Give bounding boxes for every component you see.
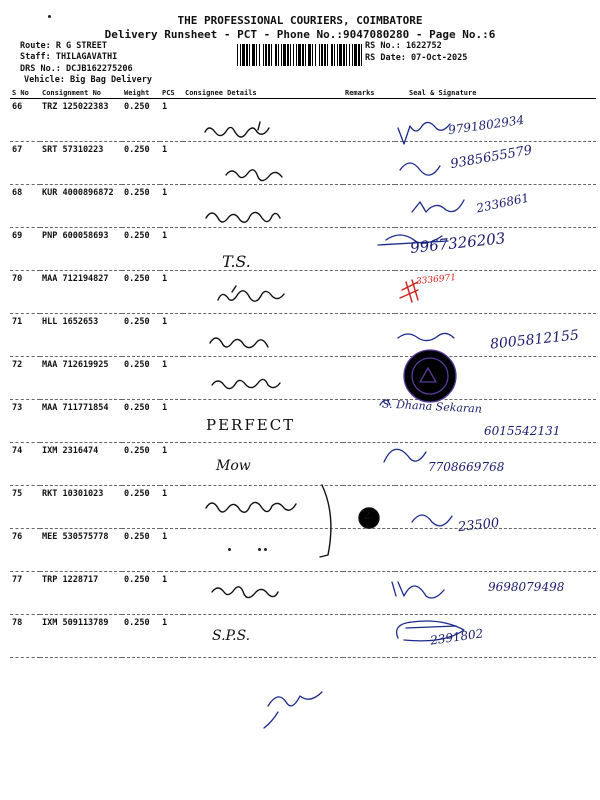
row-consignment: MEE 530575778 — [40, 529, 122, 572]
row-consignment: TRP 1228717 — [40, 572, 122, 615]
row-pcs: 1 — [160, 615, 183, 658]
consignee-78-text: S.P.S. — [212, 628, 251, 644]
signature-67 — [400, 163, 440, 175]
stamp-72 — [404, 350, 456, 402]
signature-66 — [398, 122, 450, 144]
bracket-note: 2 — [363, 508, 371, 522]
row-weight: 0.250 — [122, 271, 160, 314]
vehicle-label: Vehicle: Big Bag Delivery — [24, 75, 152, 85]
row-sno: 66 — [10, 99, 40, 142]
row-sno: 74 — [10, 443, 40, 486]
row-pcs: 1 — [160, 314, 183, 357]
row-consignment: MAA 711771854 — [40, 400, 122, 443]
consignee-72-script — [212, 379, 280, 388]
row-consignment: PNP 600058693 — [40, 228, 122, 271]
row-sno: 76 — [10, 529, 40, 572]
signature-71 — [398, 333, 454, 340]
row-pcs: 1 — [160, 443, 183, 486]
drs-label: DRS No.: DCJB162275206 — [20, 64, 133, 74]
row-sno: 70 — [10, 271, 40, 314]
col-seal: Seal & Signature — [395, 88, 596, 99]
row-pcs: 1 — [160, 572, 183, 615]
consignee-73-text: PERFECT — [206, 416, 296, 434]
phone-70: 3336971 — [415, 272, 457, 288]
row-weight: 0.250 — [122, 486, 160, 529]
row-consignment: IXM 509113789 — [40, 615, 122, 658]
phone-71: 8005812155 — [489, 327, 580, 353]
row-pcs: 1 — [160, 400, 183, 443]
row-sno: 68 — [10, 185, 40, 228]
phone-78: 2391802 — [429, 626, 485, 648]
phone-74: 7708669768 — [428, 460, 505, 474]
row-consignment: IXM 2316474 — [40, 443, 122, 486]
row-consignment: TRZ 125022383 — [40, 99, 122, 142]
consignee-71-script — [210, 338, 268, 348]
bracket-mark — [320, 485, 331, 557]
row-sno: 69 — [10, 228, 40, 271]
bottom-scribble — [264, 692, 322, 728]
row-consignment: MAA 712194827 — [40, 271, 122, 314]
row-sno: 71 — [10, 314, 40, 357]
row-sno: 72 — [10, 357, 40, 400]
row-weight: 0.250 — [122, 142, 160, 185]
row-sno: 77 — [10, 572, 40, 615]
row-pcs: 1 — [160, 185, 183, 228]
row-consignment: MAA 712619925 — [40, 357, 122, 400]
col-pcs: PCS — [160, 88, 183, 99]
speck — [48, 15, 51, 18]
col-sno: S No — [10, 88, 40, 99]
row-weight: 0.250 — [122, 185, 160, 228]
row-pcs: 1 — [160, 357, 183, 400]
phone-73: 6015542131 — [484, 424, 561, 438]
runsheet-subtitle: Delivery Runsheet - PCT - Phone No.:9047080280 - Page No.:6 — [104, 28, 496, 41]
consignee-74-text: Mow — [216, 458, 251, 474]
row-weight: 0.250 — [122, 572, 160, 615]
row-consignment: HLL 1652653 — [40, 314, 122, 357]
row-pcs: 1 — [160, 99, 183, 142]
row-consignment: KUR 4000896872 — [40, 185, 122, 228]
company-title: THE PROFESSIONAL COURIERS, COIMBATORE — [177, 14, 423, 27]
speck — [228, 548, 231, 551]
signature-73-name: S. Dhana Sekaran — [381, 397, 483, 416]
phone-77: 9698079498 — [488, 580, 565, 594]
phone-68: 2336861 — [475, 190, 531, 216]
phone-69: 9967326203 — [409, 229, 507, 257]
phone-67: 9385655579 — [449, 142, 534, 173]
row-weight: 0.250 — [122, 314, 160, 357]
consignee-68-script — [206, 212, 280, 222]
row-pcs: 1 — [160, 529, 183, 572]
row-weight: 0.250 — [122, 443, 160, 486]
signature-68 — [412, 200, 464, 212]
row-weight: 0.250 — [122, 99, 160, 142]
col-remarks: Remarks — [343, 88, 395, 99]
row-sno: 67 — [10, 142, 40, 185]
row-pcs: 1 — [160, 142, 183, 185]
consignee-69-text: T.S. — [222, 252, 251, 271]
speck — [258, 548, 261, 551]
signature-77 — [392, 582, 444, 598]
row-consignment: SRT 57310223 — [40, 142, 122, 185]
row-sno: 75 — [10, 486, 40, 529]
rs-number: RS No.: 1622752 — [365, 41, 442, 51]
consignee-66-script — [205, 122, 269, 137]
row-weight: 0.250 — [122, 400, 160, 443]
phone-66: 9791802934 — [447, 112, 525, 138]
signature-76 — [412, 515, 452, 526]
row-pcs: 1 — [160, 271, 183, 314]
col-weight: Weight — [122, 88, 160, 99]
row-weight: 0.250 — [122, 228, 160, 271]
row-pcs: 1 — [160, 228, 183, 271]
row-consignment: RKT 10301023 — [40, 486, 122, 529]
rs-date: RS Date: 07-Oct-2025 — [365, 53, 468, 63]
row-sno: 73 — [10, 400, 40, 443]
phone-76: 23500 — [457, 515, 501, 536]
consignee-70-script — [218, 286, 284, 301]
speck — [264, 548, 267, 551]
col-consignment: Consignment No — [40, 88, 122, 99]
row-sno: 78 — [10, 615, 40, 658]
route-label: Route: R G STREET — [20, 41, 107, 51]
consignee-77-script — [212, 587, 278, 598]
row-weight: 0.250 — [122, 357, 160, 400]
row-weight: 0.250 — [122, 529, 160, 572]
consignee-67-script — [226, 170, 282, 181]
signature-74 — [384, 449, 426, 462]
col-consignee: Consignee Details — [183, 88, 343, 99]
row-pcs: 1 — [160, 486, 183, 529]
consignee-75-script — [206, 502, 296, 512]
staff-label: Staff: THILAGAVATHI — [20, 52, 118, 62]
row-weight: 0.250 — [122, 615, 160, 658]
